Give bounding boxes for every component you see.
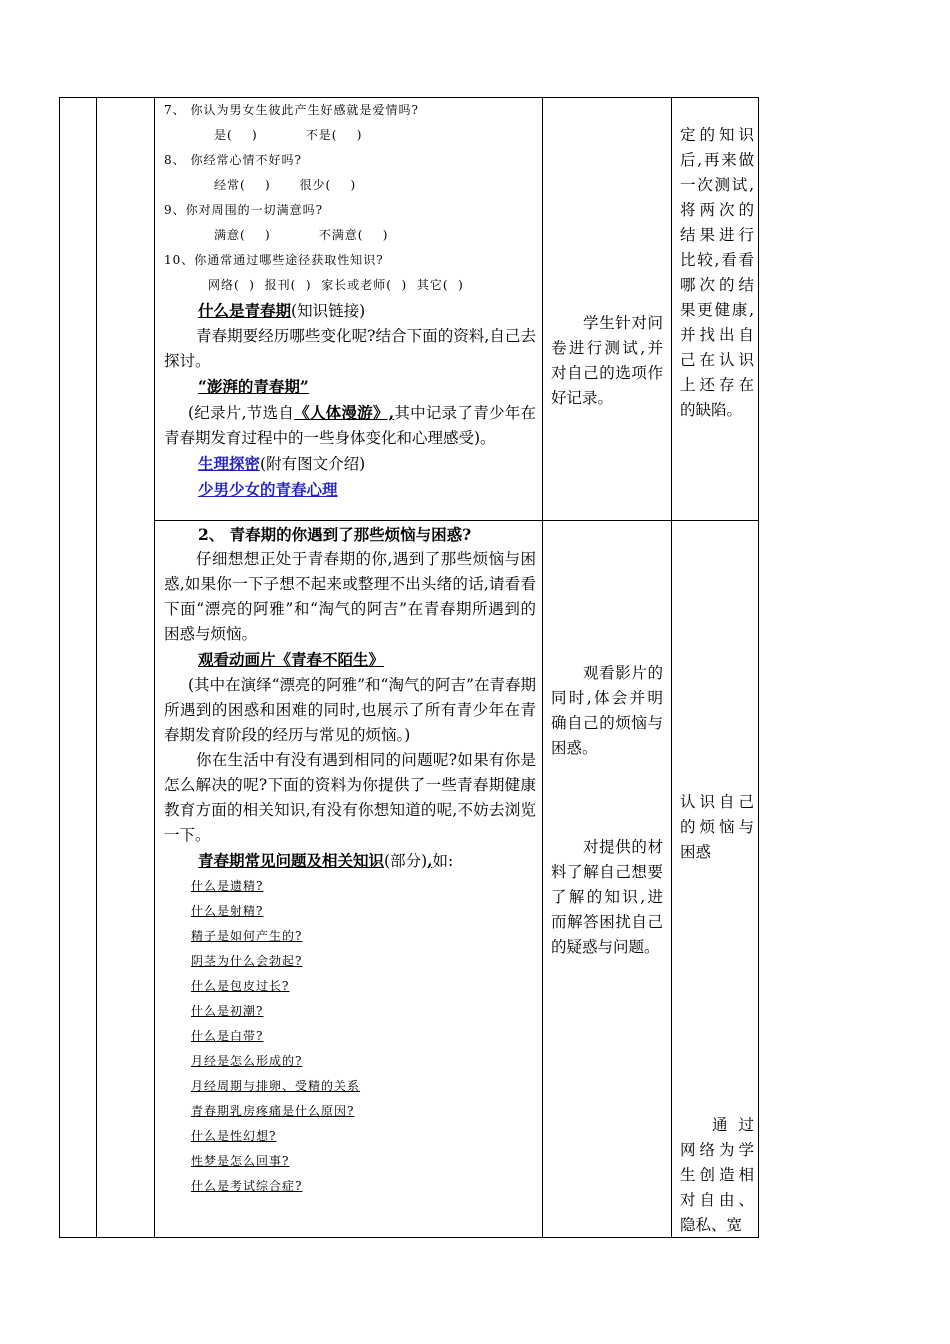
- survey-q7-options: 是( ) 不是( ): [214, 128, 363, 142]
- knowledge-link-heading: [164, 298, 536, 324]
- content-cell-row1: [164, 98, 536, 503]
- faq-list: [164, 874, 536, 1199]
- faq-item-link[interactable]: 什么是遗精?: [191, 879, 264, 893]
- survey-q9: 9、你对周围的一切满意吗?: [164, 203, 324, 217]
- column-divider: [154, 98, 155, 1237]
- faq-item-link[interactable]: 什么是白带?: [191, 1029, 264, 1043]
- section2-para1: 仔细想想正处于青春期的你,遇到了那些烦恼与困惑,如果你一下子想不起来或整理不出头绪的话,请看看下面“漂亮的阿雅”和“淘气的阿吉”在青春期所遇到的困惑与烦恼。: [164, 550, 536, 643]
- film-source: 《人体漫游》,: [294, 403, 395, 422]
- faq-item-link[interactable]: 什么是性幻想?: [191, 1129, 277, 1143]
- heading-suffix: (知识链接): [291, 302, 366, 320]
- column-divider: [542, 98, 543, 1237]
- student-activity-row2a: 观看影片的同时,体会并明确自己的烦恼与困惑。: [551, 664, 663, 757]
- anim-title[interactable]: 观看动画片《青春不陌生》: [198, 650, 385, 669]
- survey-q8-options: 经常( ) 很少( ): [214, 178, 357, 192]
- faq-item-link[interactable]: 什么是包皮过长?: [191, 979, 290, 993]
- anim-title-line: [164, 647, 536, 673]
- faq-item-link[interactable]: 精子是如何产生的?: [191, 929, 303, 943]
- faq-title[interactable]: 青春期常见问题及相关知识: [198, 851, 385, 870]
- survey-q10-options: 网络( ) 报刊( ) 家长或老师( ) 其它( ): [208, 278, 464, 292]
- lesson-table: [59, 97, 759, 1238]
- design-intent-row1: 定的知识后,再来做一次测试,将两次的结果进行比较,看看哪次的结果更健康,并找出自己在认识上还存在的缺陷。: [680, 126, 754, 419]
- student-activity-row1: 学生针对问卷进行测试,并对自己的选项作好记录。: [551, 314, 663, 407]
- faq-item-link[interactable]: 月经是怎么形成的?: [191, 1054, 303, 1068]
- survey-q8: 8、 你经常心情不好吗?: [164, 153, 302, 167]
- column-divider: [671, 98, 672, 1237]
- faq-suffix: ,: [427, 851, 433, 870]
- film-desc-part: (纪录片,节选自: [188, 404, 295, 422]
- film-title-line: [164, 374, 536, 400]
- film-title: “澎湃的青春期”: [198, 377, 309, 396]
- faq-item-link[interactable]: 什么是射精?: [191, 904, 264, 918]
- link-teen-psychology[interactable]: 少男少女的青春心理: [198, 480, 338, 499]
- link2-line: [164, 477, 536, 503]
- faq-item-link[interactable]: 阴茎为什么会勃起?: [191, 954, 303, 968]
- faq-suffix: (部分): [384, 852, 428, 870]
- student-activity-row2b: 对提供的材料了解自己想要了解的知识,进而解答困扰自己的疑惑与问题。: [551, 838, 663, 956]
- anim-description: (其中在演绎“漂亮的阿雅”和“淘气的阿吉”在青春期所遇到的困惑和困难的同时,也展示了所有青少年在青春期发育阶段的经历与常见的烦恼。): [164, 676, 536, 744]
- section1-intro: 青春期要经历哪些变化呢?结合下面的资料,自己去探讨。: [164, 327, 536, 370]
- faq-item-link[interactable]: 月经周期与排卵、受精的关系: [191, 1079, 361, 1093]
- design-intent-row2b: 通过网络为学生创造相对自由、隐私、宽: [680, 1116, 754, 1234]
- film-description: [164, 400, 536, 451]
- faq-item-link[interactable]: 什么是初潮?: [191, 1004, 264, 1018]
- heading-what-is-puberty: 什么是青春期: [198, 301, 292, 320]
- link1-line: [164, 451, 536, 477]
- survey-q7: 7、 你认为男女生彼此产生好感就是爱情吗?: [164, 103, 419, 117]
- section2-heading: 2、 青春期的你遇到了那些烦恼与困惑?: [198, 525, 472, 544]
- faq-item-link[interactable]: 性梦是怎么回事?: [191, 1154, 290, 1168]
- row-divider: [154, 520, 758, 521]
- content-cell-row2: [164, 522, 536, 1199]
- survey-q9-options: 满意( ) 不满意( ): [214, 228, 389, 242]
- faq-item-link[interactable]: 什么是考试综合症?: [191, 1179, 303, 1193]
- faq-item-link[interactable]: 青春期乳房疼痛是什么原因?: [191, 1104, 355, 1118]
- column-divider: [96, 98, 97, 1237]
- design-intent-row2a: 认识自己的烦恼与困惑: [680, 793, 754, 861]
- section2-para2: 你在生活中有没有遇到相同的问题呢?如果有你是怎么解决的呢?下面的资料为你提供了一些青春期健康教育方面的相关知识,有没有你想知道的呢,不妨去浏览一下。: [164, 751, 536, 844]
- link1-suffix: (附有图文介绍): [260, 455, 366, 473]
- film-desc-part: 其中记录了青少年在青春期发育过程中的一些身体变化和心理感受)。: [164, 404, 536, 447]
- faq-title-line: [164, 848, 536, 874]
- survey-q10: 10、你通常通过哪些途径获取性知识?: [164, 253, 384, 267]
- link-physiology[interactable]: 生理探密: [198, 454, 261, 473]
- faq-suffix: 如:: [432, 852, 454, 870]
